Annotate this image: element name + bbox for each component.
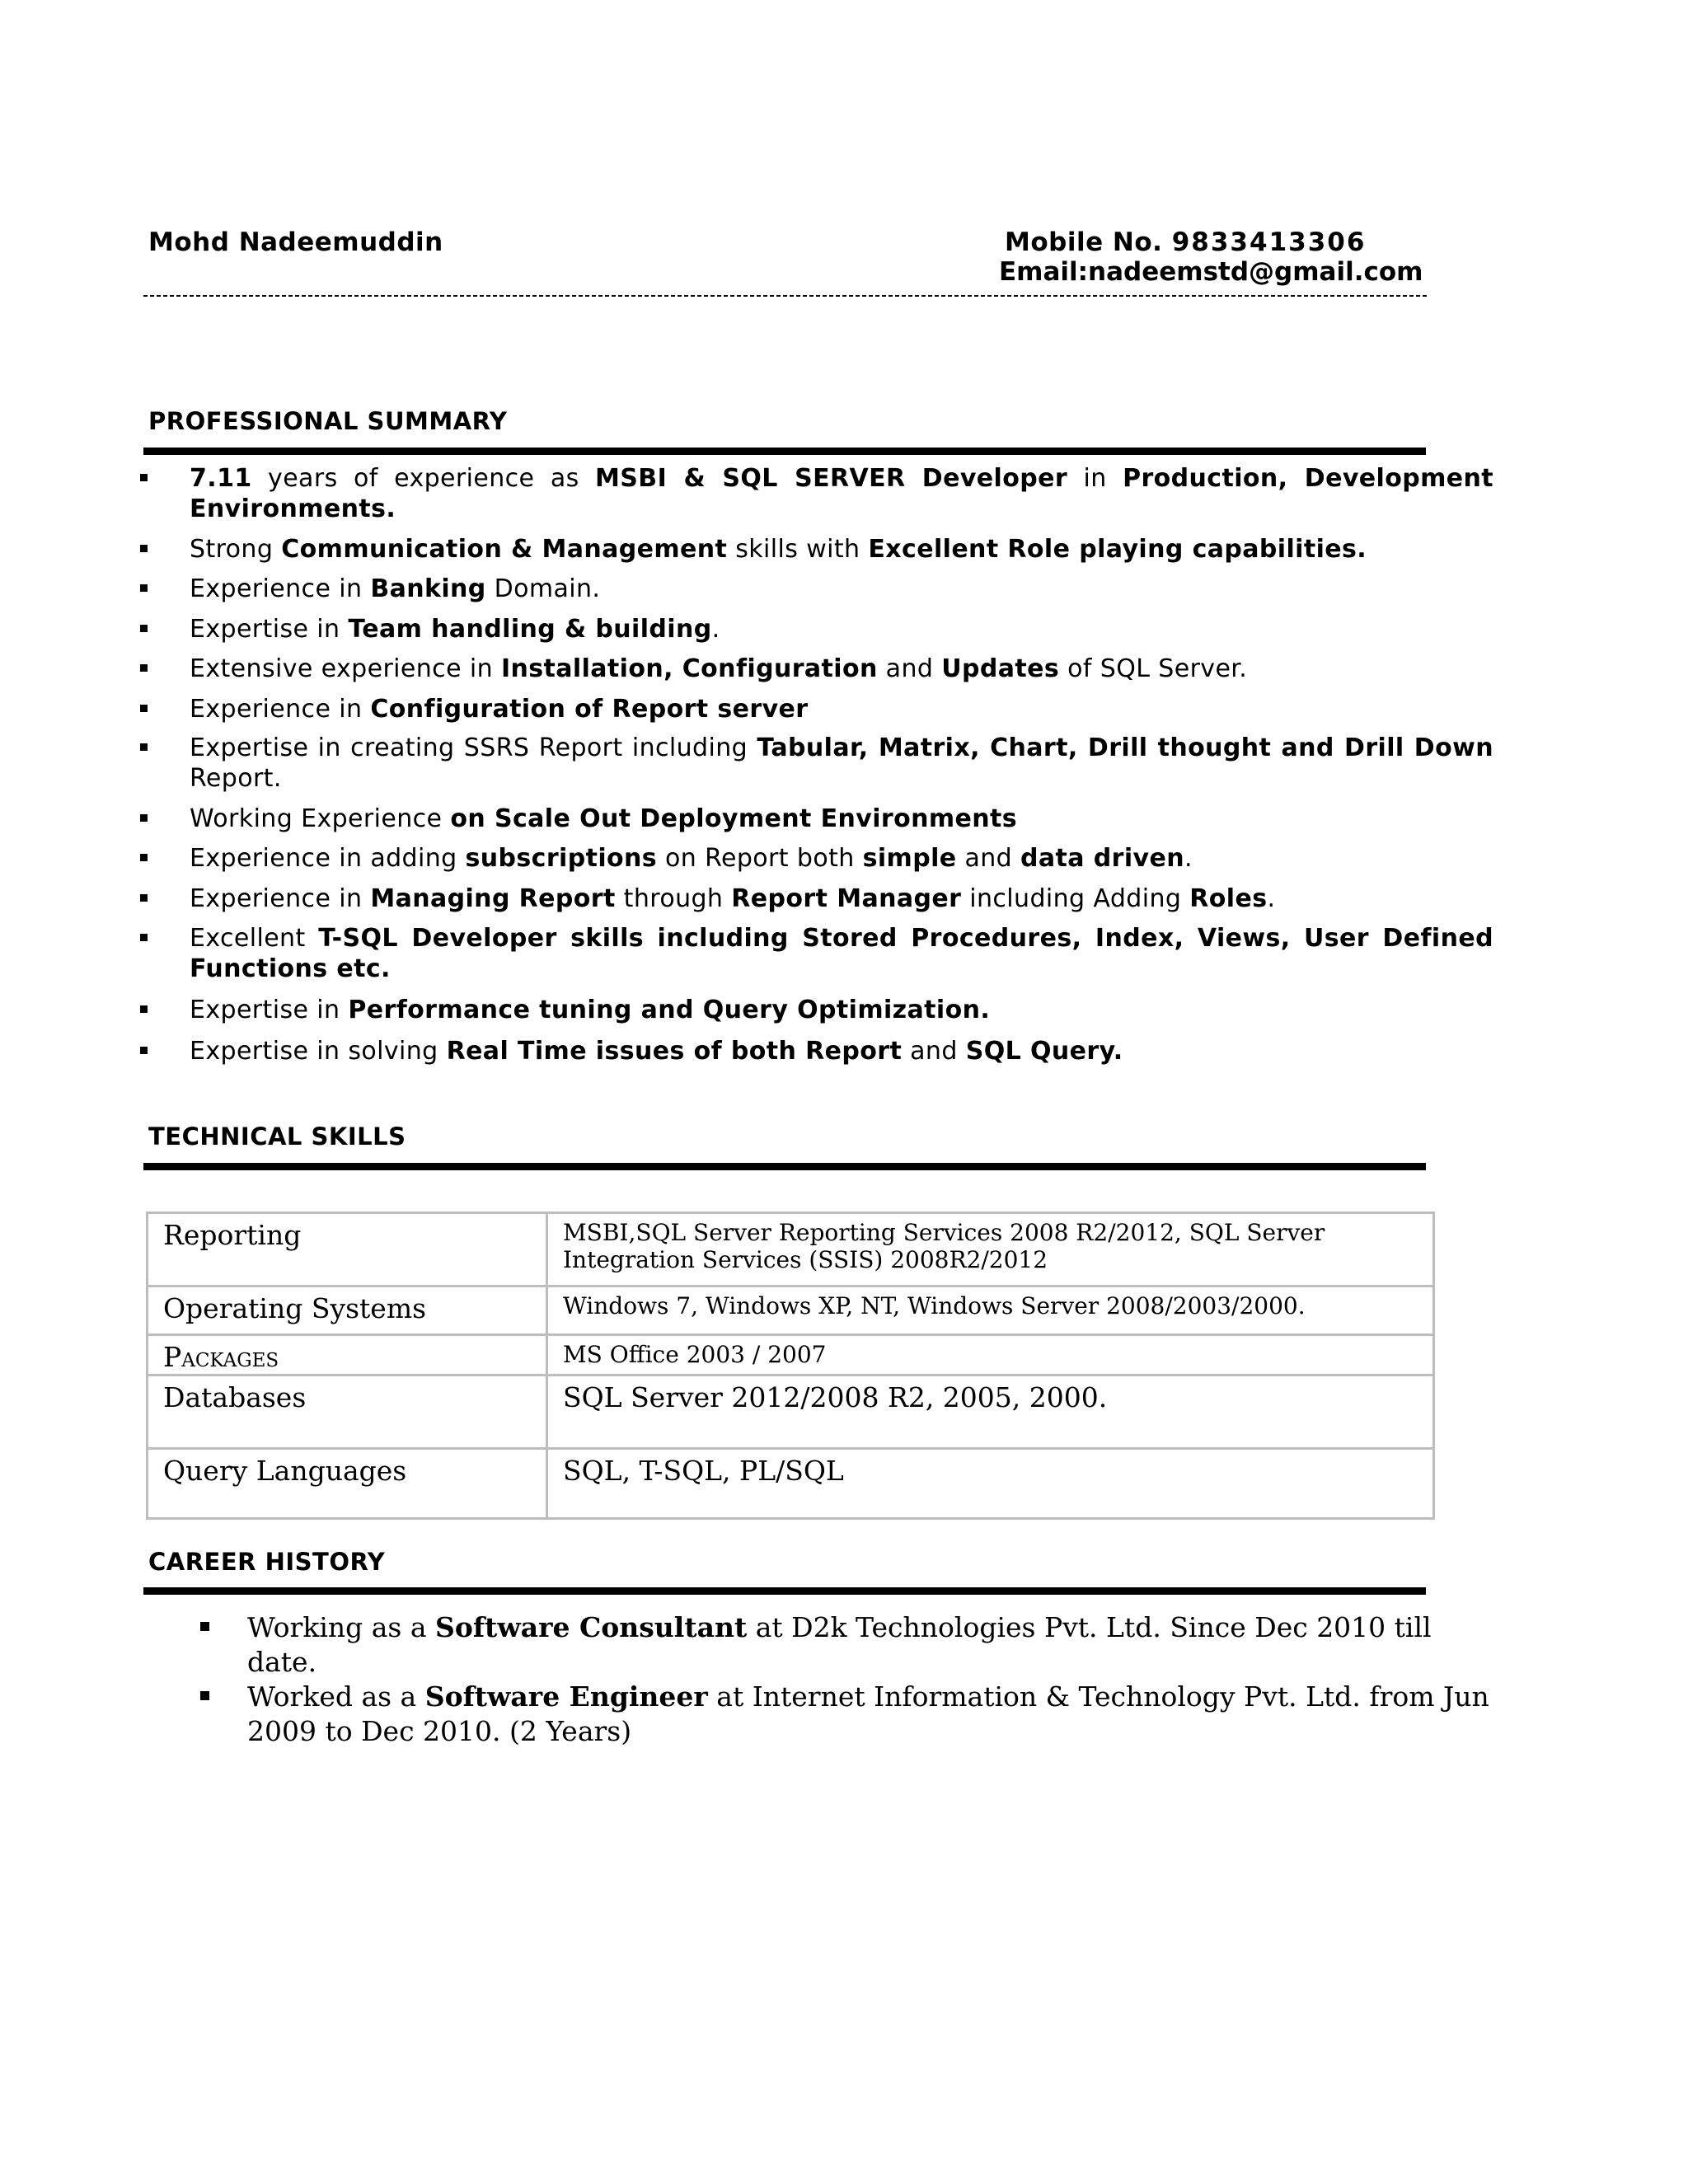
bold-text: SQL Query. [965, 1037, 1123, 1066]
text-run: Working Experience [190, 804, 451, 833]
skill-value [547, 1213, 1434, 1286]
bullet-icon [140, 664, 148, 672]
career-heading: CAREER HISTORY [148, 1548, 386, 1576]
text-run: and [956, 844, 1021, 873]
bold-text: Tabular, Matrix, Chart, Drill thought and Drill Down [757, 733, 1493, 762]
bullet-icon [140, 743, 148, 751]
text-run: and [902, 1037, 966, 1066]
text-run: Experience in [190, 574, 371, 603]
bold-text: T-SQL Developer skills including Stored Procedures, Index, Views, User Defined Functions etc. [190, 924, 1493, 983]
bold-text: Software Engineer [424, 1680, 708, 1713]
bold-text: Team handling & building [348, 615, 712, 644]
table-row [148, 1376, 1434, 1449]
bullet-icon [140, 474, 148, 481]
bullet-icon [140, 705, 148, 712]
summary-item [137, 654, 1493, 694]
skill-label: Query Languages [148, 1449, 547, 1519]
text-run: Domain. [485, 574, 601, 603]
bullet-icon [140, 814, 148, 822]
bold-text: Roles [1189, 884, 1268, 913]
skill-label: Packages [148, 1335, 547, 1376]
mobile-value: 9833413306 [1171, 227, 1367, 257]
text-run: in [1067, 464, 1123, 493]
summary-item [137, 843, 1493, 883]
text-run: skills with [727, 535, 869, 564]
summary-item [137, 534, 1493, 574]
text-run: Experience in [190, 695, 371, 724]
bold-text: Excellent Role playing capabilities. [868, 535, 1367, 564]
bold-text: Report Manager [731, 884, 962, 913]
text-run: and [877, 654, 942, 683]
text-run: including Adding [961, 884, 1190, 913]
bullet-icon [140, 1047, 148, 1054]
summary-item [137, 1036, 1493, 1076]
text-run: . [1184, 844, 1193, 873]
text-run: . [711, 615, 720, 644]
skills-rule [143, 1163, 1426, 1170]
bold-text: Banking [370, 574, 486, 603]
text-run: Expertise in creating SSRS Report including [190, 733, 757, 762]
text-run: through [615, 884, 732, 913]
bullet-icon [200, 1691, 209, 1700]
summary-rule [143, 448, 1426, 455]
table-row [148, 1213, 1434, 1286]
text-run: Strong [190, 535, 282, 564]
skill-label: Reporting [148, 1213, 547, 1286]
text-run: Expertise in [190, 996, 349, 1024]
text-run: at D2k Technologies Pvt. Ltd. Since Dec 2010 till date. [247, 1611, 1432, 1678]
text-run: . [1267, 884, 1276, 913]
summary-heading: PROFESSIONAL SUMMARY [148, 407, 508, 435]
table-row [148, 1286, 1434, 1335]
summary-item [137, 883, 1493, 923]
text-run: Excellent [190, 924, 319, 953]
skill-value: SQL, T-SQL, PL/SQL [547, 1449, 1434, 1519]
summary-item [137, 614, 1493, 654]
bullet-icon [140, 854, 148, 861]
text-run: of SQL Server. [1059, 654, 1248, 683]
text-run: at Internet Information & Technology Pvt. Ltd. from Jun 2009 to Dec 2010. (2 Years) [247, 1680, 1489, 1747]
text-run: Experience in [190, 884, 371, 913]
text-run: years of experience as [251, 464, 596, 493]
bold-text: MSBI & SQL SERVER Developer [595, 464, 1068, 493]
bold-text: data driven [1020, 844, 1184, 873]
bold-text: simple [862, 844, 957, 873]
skill-label: Databases [148, 1376, 547, 1449]
skill-value-part: SQL Server Integration Services (SSIS) 2008R2/2012 [563, 1219, 1325, 1273]
table-row [148, 1449, 1434, 1519]
summary-item [137, 733, 1493, 804]
text-run: on Report both [657, 844, 863, 873]
skill-value: Windows 7, Windows XP, NT, Windows Server 2008/2003/2000. [547, 1286, 1434, 1335]
text-run: Experience in adding [190, 844, 466, 873]
text-run: Worked as a [247, 1680, 425, 1713]
skill-value: SQL Server 2012/2008 R2, 2005, 2000. [547, 1376, 1434, 1449]
bold-text: subscriptions [465, 844, 658, 873]
bold-text: Performance tuning and Query Optimization. [348, 996, 991, 1024]
skill-value: MS Office 2003 / 2007 [547, 1335, 1434, 1376]
bold-text: Managing Report [370, 884, 616, 913]
bullet-icon [140, 894, 148, 902]
career-list [196, 1610, 1498, 1749]
bold-text: Software Consultant [435, 1611, 748, 1643]
summary-list [137, 463, 1493, 1076]
career-item [196, 1680, 1498, 1749]
bold-text: Production, Development Environments. [190, 464, 1494, 523]
skill-label: Operating Systems [148, 1286, 547, 1335]
summary-item [137, 995, 1493, 1036]
bold-text: Installation, Configuration [500, 654, 878, 683]
skills-table [146, 1212, 1435, 1520]
bullet-icon [140, 584, 148, 592]
text-run: Expertise in [190, 615, 349, 644]
header-divider [143, 295, 1429, 297]
bullet-icon [140, 625, 148, 632]
bold-text: Real Time issues of both Report [446, 1037, 903, 1066]
table-row [148, 1335, 1434, 1376]
skill-value-part: MSBI,SQL Server Reporting Services 2008 R2/2012, [563, 1219, 1189, 1246]
summary-item [137, 574, 1493, 614]
career-item [196, 1610, 1498, 1680]
text-run: Report. [190, 764, 282, 793]
bold-text: Updates [941, 654, 1060, 683]
bold-text: Communication & Management [281, 535, 728, 564]
candidate-name: Mohd Nadeemuddin [148, 227, 443, 257]
summary-item [137, 923, 1493, 995]
bullet-icon [140, 545, 148, 552]
text-run: Working as a [247, 1611, 436, 1643]
bold-text: Configuration of Report server [370, 695, 809, 724]
text-run: Extensive experience in [190, 654, 501, 683]
bullet-icon [200, 1622, 209, 1631]
bold-text: on Scale Out Deployment Environments [450, 804, 1018, 833]
bullet-icon [140, 934, 148, 941]
mobile-number [1005, 227, 1366, 257]
skills-heading: TECHNICAL SKILLS [148, 1122, 406, 1151]
email-address: Email:nadeemstd@gmail.com [999, 257, 1423, 287]
text-run: Expertise in solving [190, 1037, 447, 1066]
summary-item [137, 694, 1493, 733]
career-rule [143, 1587, 1426, 1595]
mobile-label: Mobile No. [1005, 227, 1172, 257]
bold-text: 7.11 [190, 464, 252, 493]
bullet-icon [140, 1005, 148, 1013]
summary-item [137, 463, 1493, 534]
summary-item [137, 804, 1493, 843]
